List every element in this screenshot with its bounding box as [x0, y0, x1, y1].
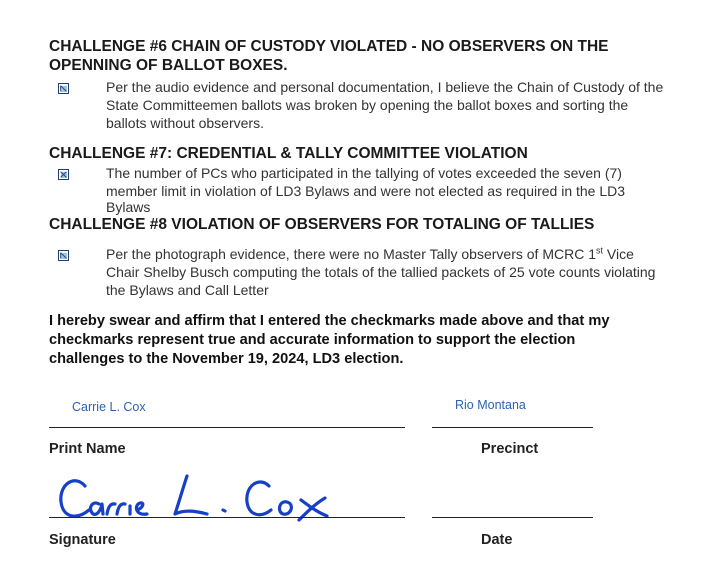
- challenge-8-checkbox[interactable]: [58, 250, 69, 261]
- challenge-6-text-line1: Per the audio evidence and personal documentation, I believe the Chain of Custody of the: [106, 79, 664, 95]
- affirmation-line3: challenges to the November 19, 2024, LD3 election.: [49, 351, 404, 367]
- challenge-7-title: CHALLENGE #7: CREDENTIAL & TALLY COMMITTEE VIOLATION: [49, 145, 528, 162]
- signature-image[interactable]: [55, 470, 345, 530]
- precinct-underline: [432, 427, 593, 428]
- print-name-value[interactable]: Carrie L. Cox: [72, 400, 146, 414]
- precinct-value[interactable]: Rio Montana: [455, 398, 526, 412]
- signature-underline: [49, 517, 405, 518]
- check-mark-icon: [59, 251, 68, 260]
- challenge-6-checkbox[interactable]: [58, 83, 69, 94]
- challenge-8-text-line3: the Bylaws and Call Letter: [106, 282, 269, 298]
- challenge-8-text-line1: Per the photograph evidence, there were no Master Tally observers of MCRC 1st Vice: [106, 245, 634, 262]
- challenge-8-title: CHALLENGE #8 VIOLATION OF OBSERVERS FOR TOTALING OF TALLIES: [49, 216, 595, 233]
- precinct-label: Precinct: [481, 441, 539, 457]
- date-label: Date: [481, 532, 513, 548]
- challenge-7-checkbox[interactable]: [58, 169, 69, 180]
- check-mark-icon: [59, 170, 68, 179]
- challenge-7-text-line3: Bylaws: [106, 199, 151, 215]
- affirmation-line1: I hereby swear and affirm that I entered the checkmarks made above and that my: [49, 313, 610, 329]
- challenge-8-text-line2: Chair Shelby Busch computing the totals of the tallied packets of 25 vote counts violating: [106, 264, 656, 280]
- check-mark-icon: [59, 84, 68, 93]
- challenge-6-text-line3: ballots without observers.: [106, 115, 264, 131]
- challenge-7-text-line1: The number of PCs who participated in the tallying of votes exceeded the seven (7): [106, 165, 622, 181]
- challenge-6-text-line2: State Committeemen ballots was broken by opening the ballot boxes and sorting the: [106, 97, 629, 113]
- affirmation-line2: checkmarks represent true and accurate information to support the election: [49, 332, 576, 348]
- challenge-7-text-line2: member limit in violation of LD3 Bylaws and were not elected as required in the LD3: [106, 183, 626, 199]
- challenge-6-title-line1: CHALLENGE #6 CHAIN OF CUSTODY VIOLATED - NO OBSERVERS ON THE: [49, 38, 609, 55]
- print-name-label: Print Name: [49, 441, 126, 457]
- signature-label: Signature: [49, 532, 116, 548]
- date-underline: [432, 517, 593, 518]
- challenge-6-title-line2: OPENNING OF BALLOT BOXES.: [49, 57, 288, 74]
- print-name-underline: [49, 427, 405, 428]
